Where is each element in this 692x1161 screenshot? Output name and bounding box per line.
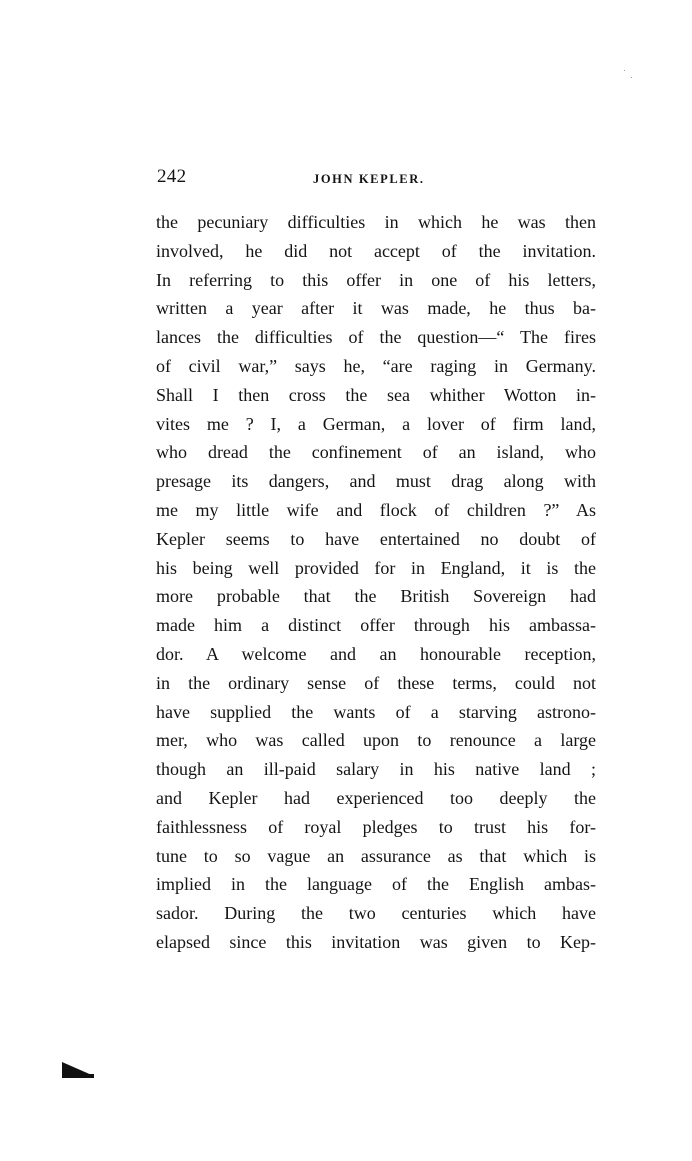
body-text [156, 208, 596, 957]
text-line: made him a distinct offer through his ambassa- [156, 615, 596, 636]
text-line: mer, who was called upon to renounce a large [156, 730, 596, 751]
page-header [157, 166, 597, 192]
text-line: presage its dangers, and must drag along with [156, 471, 596, 492]
text-line: written a year after it was made, he thus ba- [156, 298, 596, 319]
scan-speck [631, 77, 632, 78]
running-head: JOHN KEPLER. [313, 172, 425, 186]
text-line: me my little wife and flock of children ?” As [156, 499, 596, 520]
text-line: sador. During the two centuries which have [156, 903, 596, 924]
text-line: tune to so vague an assurance as that which is [156, 845, 596, 866]
scan-speck [624, 70, 625, 71]
text-line: more probable that the British Sovereign had [156, 586, 596, 607]
text-line: who dread the confinement of an island, who [156, 442, 596, 463]
scan-corner-mark-base [62, 1074, 94, 1078]
text-line: and Kepler had experienced too deeply the [156, 787, 596, 808]
text-line: his being well provided for in England, it is the [156, 557, 596, 578]
text-line: vites me ? I, a German, a lover of firm land, [156, 413, 596, 434]
text-line: though an ill-paid salary in his native land ; [156, 759, 596, 780]
text-line: implied in the language of the English ambas- [156, 874, 596, 895]
text-line: elapsed since this invitation was given to Kep- [156, 931, 596, 952]
text-line: have supplied the wants of a starving astrono- [156, 701, 596, 722]
text-line: lances the difficulties of the question—“ The fires [156, 327, 596, 348]
text-line: involved, he did not accept of the invitation. [156, 240, 596, 261]
text-line: Kepler seems to have entertained no doubt of [156, 528, 596, 549]
text-line: of civil war,” says he, “are raging in Germany. [156, 355, 596, 376]
page-number: 242 [157, 166, 187, 187]
text-line: in the ordinary sense of these terms, could not [156, 672, 596, 693]
text-line: dor. A welcome and an honourable reception, [156, 643, 596, 664]
text-line: In referring to this offer in one of his letters, [156, 269, 596, 290]
text-line: faithlessness of royal pledges to trust his for- [156, 816, 596, 837]
text-line: Shall I then cross the sea whither Wotton in- [156, 384, 596, 405]
text-line: the pecuniary difficulties in which he was then [156, 212, 596, 232]
